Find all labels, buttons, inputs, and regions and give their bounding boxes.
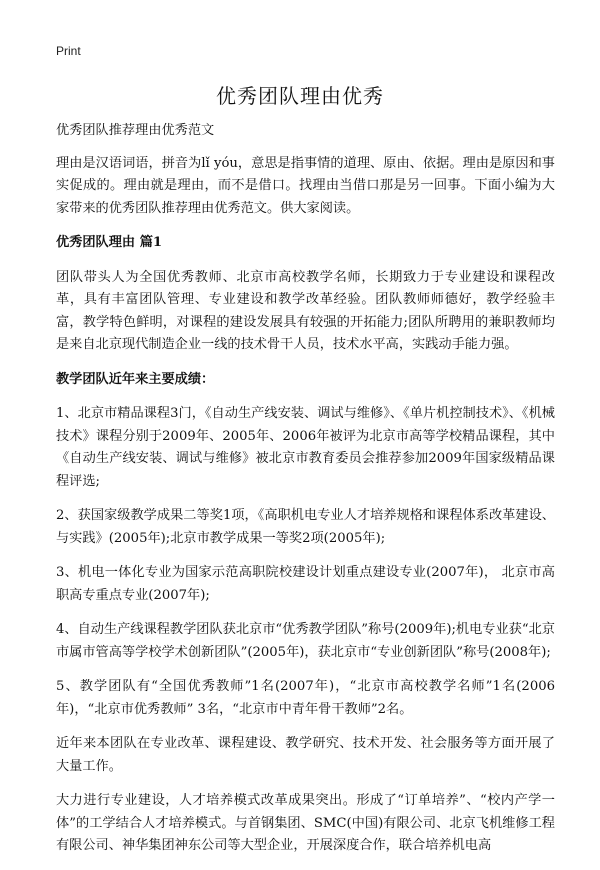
section-heading-achievements: 教学团队近年来主要成绩： — [56, 371, 215, 387]
achievement-item-4: 4、自动生产线课程教学团队获北京市“优秀教学团队”称号(2009年);机电专业获“北京市属市管高等学校学术创新团队”(2005年)，获北京市“专业创新团队”称号(2008年); — [56, 622, 555, 660]
paragraph-work-overview: 近年来本团队在专业改革、课程建设、教学研究、技术开发、社会服务等方面开展了大量工作。 — [56, 736, 555, 774]
section-1-paragraph: 团队带头人为全国优秀教师、北京市高校教学名师，长期致力于专业建设和课程改革，具有丰富团队管理、专业建设和教学改革经验。团队教师师德好，教学经验丰富，教学特色鲜明，对课程的建设发展具有较强的开拓能力;团队所聘用的兼职教师均是来自北京现代制造企业一线的技术骨干人员，技术水平高，实践动手能力强。 — [56, 269, 555, 352]
document-body — [56, 120, 555, 870]
achievement-item-3: 3、机电一体化专业为国家示范高职院校建设计划重点建设专业(2007年)， 北京市高职高专重点专业(2007年); — [56, 565, 555, 603]
print-link[interactable]: Print — [56, 44, 81, 58]
achievement-item-1: 1、北京市精品课程3门，《自动生产线安装、调试与维修》、《单片机控制技术》、《机械技术》课程分别于2009年、2005年、2006年被评为北京市高等学校精品课程，其中《自动生产线安装、调试与维修》被北京市教育委员会推荐参加2009年国家级精品课程评选; — [56, 406, 555, 489]
document-subtitle: 优秀团队推荐理由优秀范文 — [56, 123, 215, 138]
achievement-item-2: 2、获国家级教学成果二等奖1项，《高职机电专业人才培养规格和课程体系改革建设、与实践》(2005年);北京市教学成果一等奖2项(2005年); — [56, 508, 555, 546]
paragraph-major-building: 大力进行专业建设，人才培养模式改革成果突出。形成了“订单培养”、“校内产学一体”的工学结合人才培养模式。与首钢集团、SMC(中国)有限公司、北京飞机维修工程有限公司、神华集团神东公司等大型企业，开展深度合作，联合培养机电高 — [56, 793, 555, 853]
intro-paragraph: 理由是汉语词语，拼音为lǐ yóu，意思是指事情的道理、原由、依据。理由是原因和事实促成的。理由就是理由，而不是借口。找理由当借口那是另一回事。下面小编为大家带来的优秀团队推荐理由优秀范文。供大家阅读。 — [56, 155, 555, 216]
achievement-item-5: 5、教学团队有“全国优秀教师”1名(2007年)，“北京市高校教学名师”1名(2006年)，“北京市优秀教师” 3名，“北京市中青年骨干教师”2名。 — [56, 679, 555, 717]
document-title: 优秀团队理由优秀 — [216, 84, 384, 108]
section-heading-1: 优秀团队理由 篇1 — [56, 235, 163, 250]
